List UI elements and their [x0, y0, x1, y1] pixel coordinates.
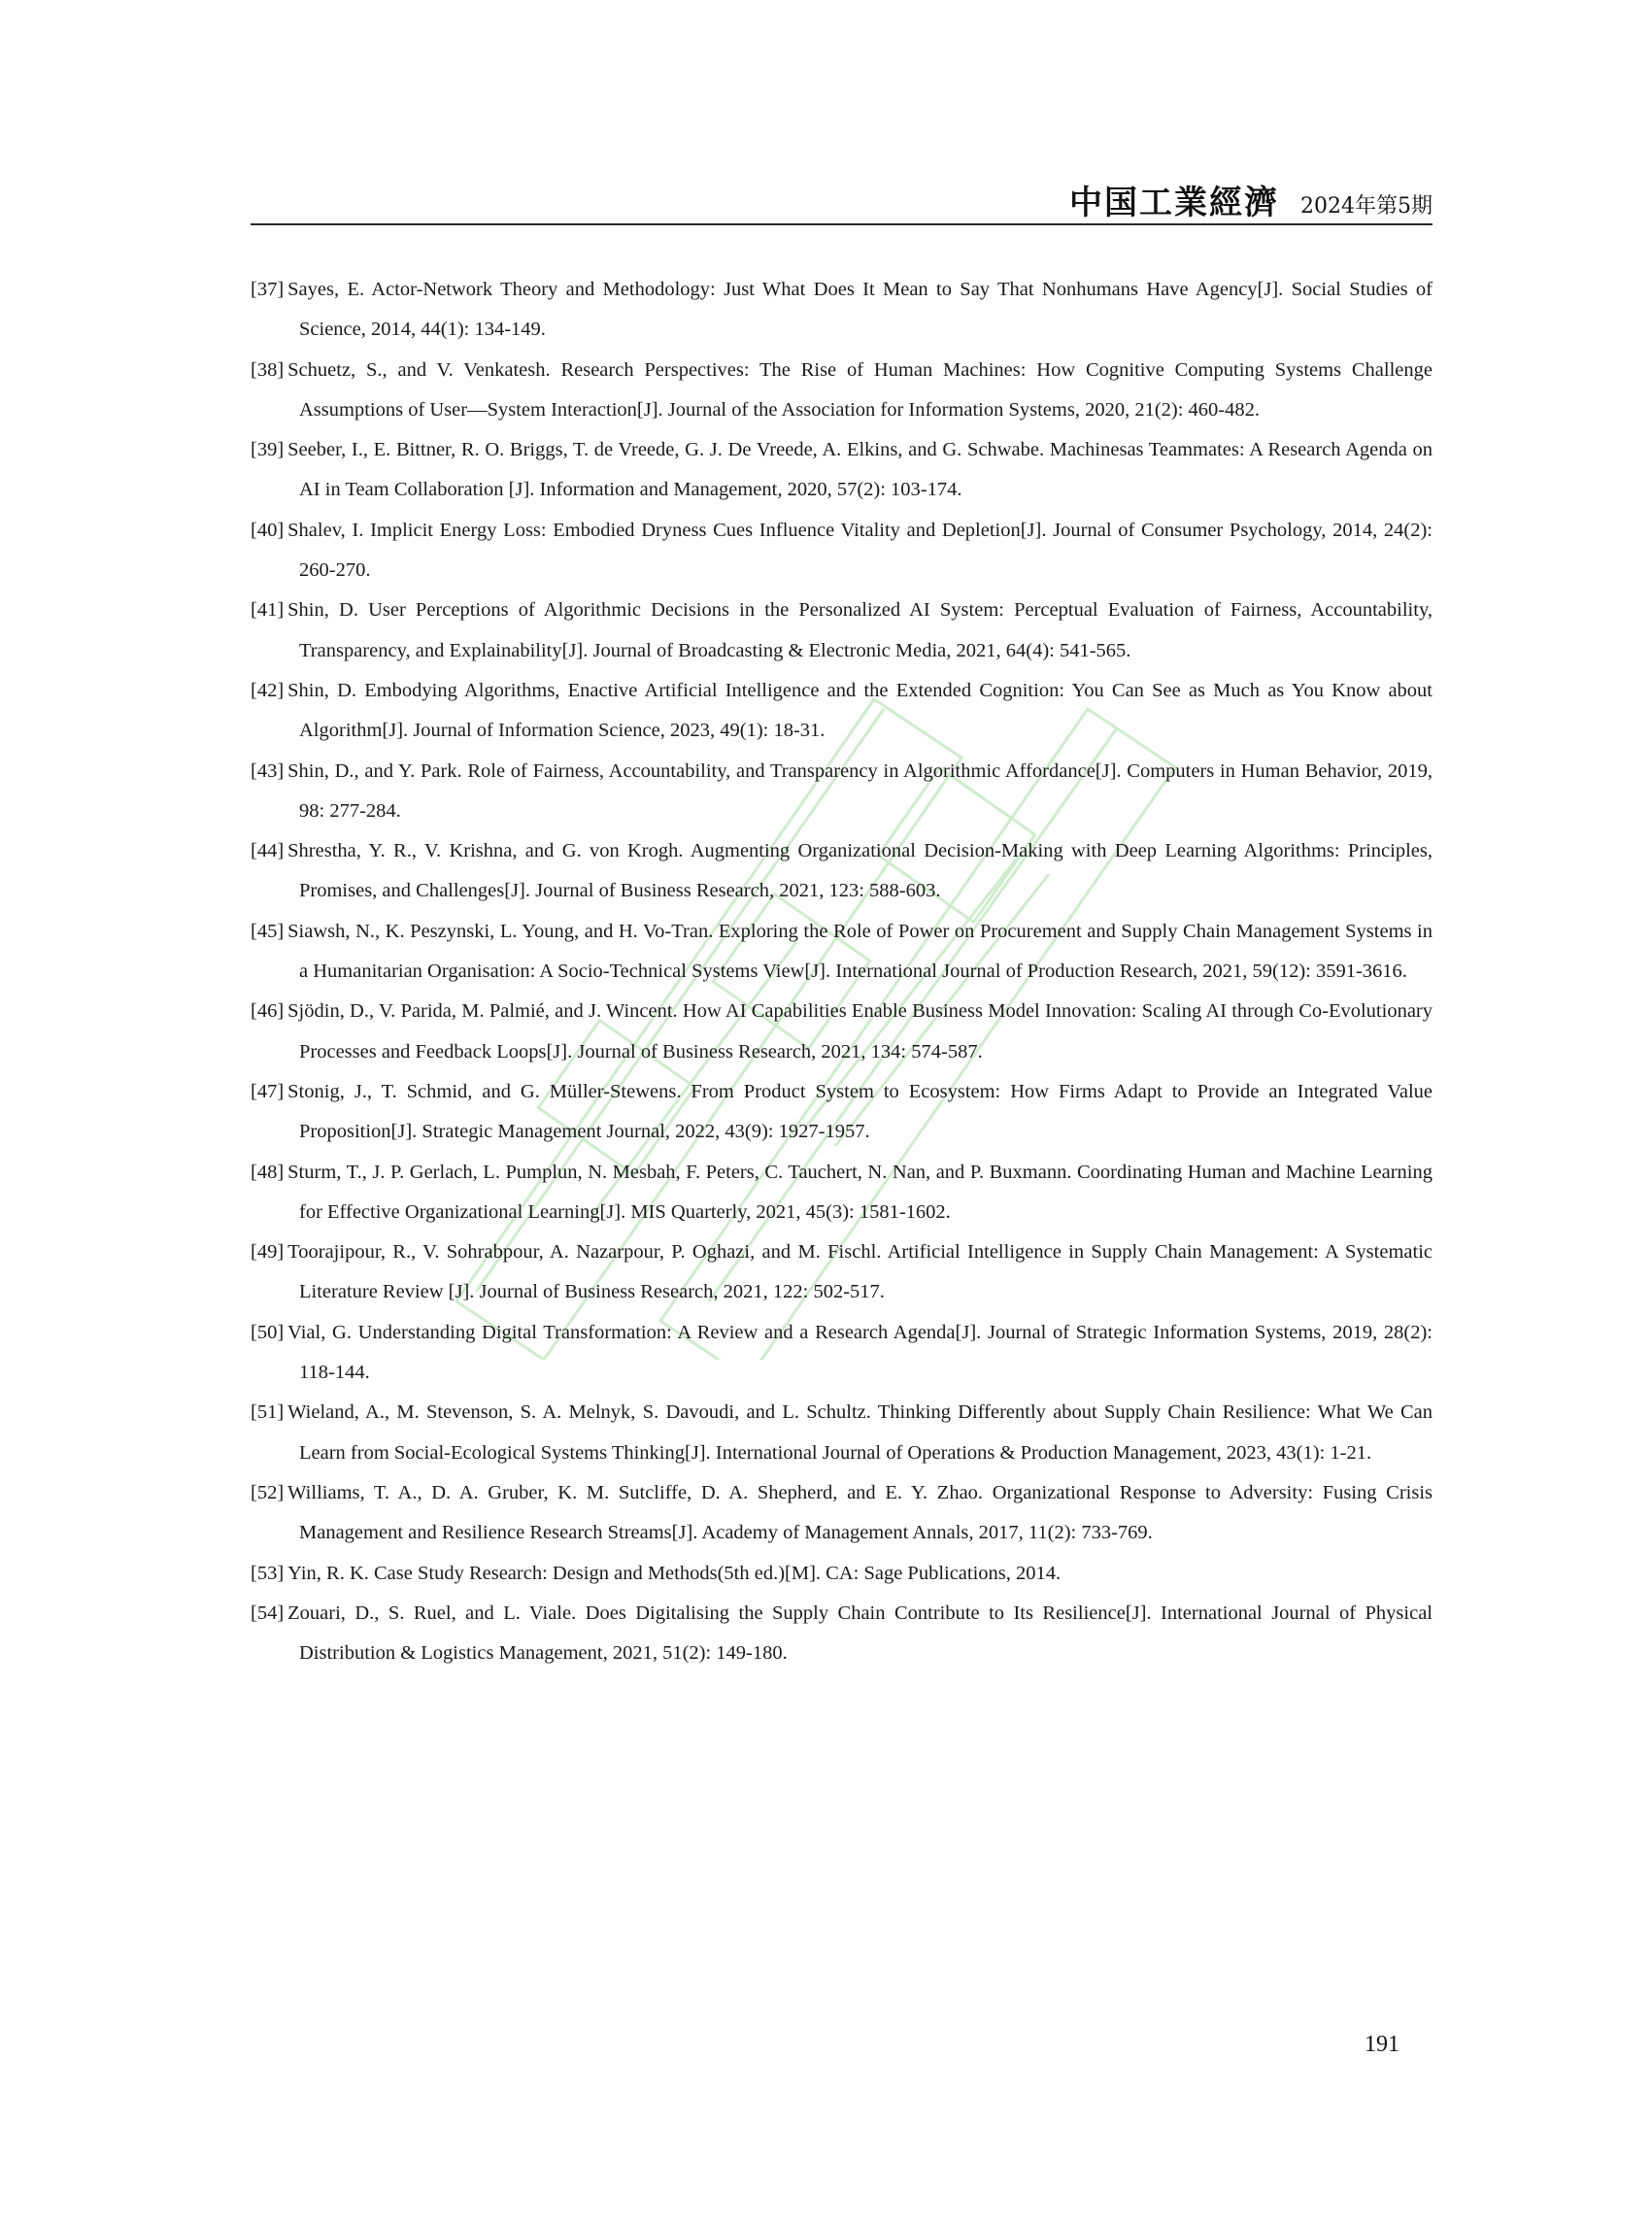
- reference-item: [251, 1594, 1433, 1674]
- reference-number: [49]: [251, 1241, 285, 1264]
- reference-item: [251, 511, 1433, 591]
- reference-number: [50]: [251, 1321, 285, 1343]
- reference-item: [251, 1313, 1433, 1394]
- reference-number: [44]: [251, 840, 285, 862]
- reference-text: Sjödin, D., V. Parida, M. Palmié, and J. Wincent. How AI Capabilities Enable Business Model Innovation: Scaling AI through Co-Evolutionary Processes and Feedback Loops[J]. Journal of Business Research, 2021, 134: 574-587.: [287, 1000, 1433, 1062]
- reference-number: [42]: [251, 679, 285, 701]
- running-header: [251, 183, 1433, 225]
- reference-number: [53]: [251, 1562, 285, 1584]
- reference-text: Shrestha, Y. R., V. Krishna, and G. von Krogh. Augmenting Organizational Decision-Making with Deep Learning Algorithms: Principles, Promises, and Challenges[J]. Journal of Business Research, 2021, 123: 588-603.: [287, 840, 1433, 902]
- reference-item: [251, 351, 1433, 431]
- reference-text: Shalev, I. Implicit Energy Loss: Embodied Dryness Cues Influence Vitality and Depletion[J]. Journal of Consumer Psychology, 2014, 24(2): 260-270.: [287, 519, 1433, 582]
- reference-item: [251, 1473, 1433, 1554]
- reference-number: [40]: [251, 519, 285, 541]
- reference-text: Shin, D., and Y. Park. Role of Fairness, Accountability, and Transparency in Algorithmic Affordance[J]. Computers in Human Behavior, 2019, 98: 277-284.: [287, 759, 1433, 822]
- reference-text: Sturm, T., J. P. Gerlach, L. Pumplun, N. Mesbah, F. Peters, C. Tauchert, N. Nan, and P. Buxmann. Coordinating Human and Machine Learning for Effective Organizational Learning[J]. MIS Quarterly, 2021, 45(3): 1581-1602.: [287, 1161, 1433, 1223]
- reference-item: [251, 912, 1433, 993]
- reference-text: Sayes, E. Actor-Network Theory and Methodology: Just What Does It Mean to Say That Nonhumans Have Agency[J]. Social Studies of Science, 2014, 44(1): 134-149.: [287, 279, 1433, 341]
- reference-number: [39]: [251, 439, 285, 461]
- reference-item: [251, 671, 1433, 752]
- reference-item: [251, 992, 1433, 1072]
- reference-number: [41]: [251, 599, 285, 622]
- reference-item: [251, 831, 1433, 912]
- reference-number: [43]: [251, 759, 285, 782]
- reference-item: [251, 590, 1433, 671]
- reference-item: [251, 1072, 1433, 1153]
- reference-item: [251, 270, 1433, 351]
- reference-number: [38]: [251, 358, 285, 381]
- issue-label: 2024年第5期: [1300, 194, 1433, 219]
- reference-text: Schuetz, S., and V. Venkatesh. Research Perspectives: The Rise of Human Machines: How Cognitive Computing Systems Challenge Assumptions of User—System Interaction[J]. Journal of the Association for Information Systems, 2020, 21(2): 460-482.: [287, 358, 1433, 421]
- reference-number: [45]: [251, 920, 285, 942]
- reference-number: [47]: [251, 1080, 285, 1102]
- reference-text: Shin, D. Embodying Algorithms, Enactive Artificial Intelligence and the Extended Cognition: You Can See as Much as You Know about Algorithm[J]. Journal of Information Science, 2023, 49(1): 18-31.: [287, 679, 1433, 742]
- reference-item: [251, 1554, 1433, 1594]
- reference-number: [52]: [251, 1481, 285, 1503]
- reference-text: Williams, T. A., D. A. Gruber, K. M. Sutcliffe, D. A. Shepherd, and E. Y. Zhao. Organizational Response to Adversity: Fusing Crisis Management and Resilience Research Streams[J]. Academy of Management Annals, 2017, 11(2): 733-769.: [287, 1481, 1433, 1544]
- reference-number: [37]: [251, 279, 285, 300]
- reference-text: Stonig, J., T. Schmid, and G. Müller-Stewens. From Product System to Ecosystem: How Firms Adapt to Provide an Integrated Value Proposition[J]. Strategic Management Journal, 2022, 43(9): 1927-1957.: [287, 1080, 1433, 1143]
- reference-text: Zouari, D., S. Ruel, and L. Viale. Does Digitalising the Supply Chain Contribute to Its Resilience[J]. International Journal of Physical Distribution & Logistics Management, 2021, 51(2): 149-180.: [287, 1602, 1433, 1665]
- reference-text: Yin, R. K. Case Study Research: Design and Methods(5th ed.)[M]. CA: Sage Publications, 2014.: [287, 1562, 1062, 1584]
- reference-text: Toorajipour, R., V. Sohrabpour, A. Nazarpour, P. Oghazi, and M. Fischl. Artificial Intelligence in Supply Chain Management: A Systematic Literature Review [J]. Journal of Business Research, 2021, 122: 502-517.: [287, 1241, 1433, 1303]
- reference-item: [251, 1153, 1433, 1233]
- page-number: 191: [1365, 2032, 1399, 2057]
- reference-item: [251, 1393, 1433, 1473]
- reference-item: [251, 1232, 1433, 1313]
- reference-list: [251, 270, 1433, 1673]
- reference-text: Shin, D. User Perceptions of Algorithmic Decisions in the Personalized AI System: Perceptual Evaluation of Fairness, Accountability, Transparency, and Explainability[J]. Journal of Broadcasting & Electronic Media, 2021, 64(4): 541-565.: [287, 599, 1433, 661]
- reference-item: [251, 430, 1433, 511]
- reference-number: [48]: [251, 1161, 285, 1183]
- reference-text: Wieland, A., M. Stevenson, S. A. Melnyk, S. Davoudi, and L. Schultz. Thinking Differently about Supply Chain Resilience: What We Can Learn from Social-Ecological Systems Thinking[J]. International Journal of Operations & Production Management, 2023, 43(1): 1-21.: [287, 1401, 1433, 1464]
- reference-number: [54]: [251, 1602, 285, 1624]
- reference-number: [51]: [251, 1401, 285, 1424]
- reference-number: [46]: [251, 1000, 285, 1023]
- reference-text: Vial, G. Understanding Digital Transformation: A Review and a Research Agenda[J]. Journal of Strategic Information Systems, 2019, 28(2): 118-144.: [287, 1321, 1433, 1384]
- reference-item: [251, 752, 1433, 832]
- reference-text: Siawsh, N., K. Peszynski, L. Young, and H. Vo-Tran. Exploring the Role of Power on Procurement and Supply Chain Management Systems in a Humanitarian Organisation: A Socio-Technical Systems View[J]. International Journal of Production Research, 2021, 59(12): 3591-3616.: [287, 920, 1433, 983]
- journal-name: 中国工業經濟: [1069, 184, 1279, 222]
- reference-text: Seeber, I., E. Bittner, R. O. Briggs, T. de Vreede, G. J. De Vreede, A. Elkins, and G. Schwabe. Machinesas Teammates: A Research Agenda on AI in Team Collaboration [J]. Information and Management, 2020, 57(2): 103-174.: [287, 439, 1433, 501]
